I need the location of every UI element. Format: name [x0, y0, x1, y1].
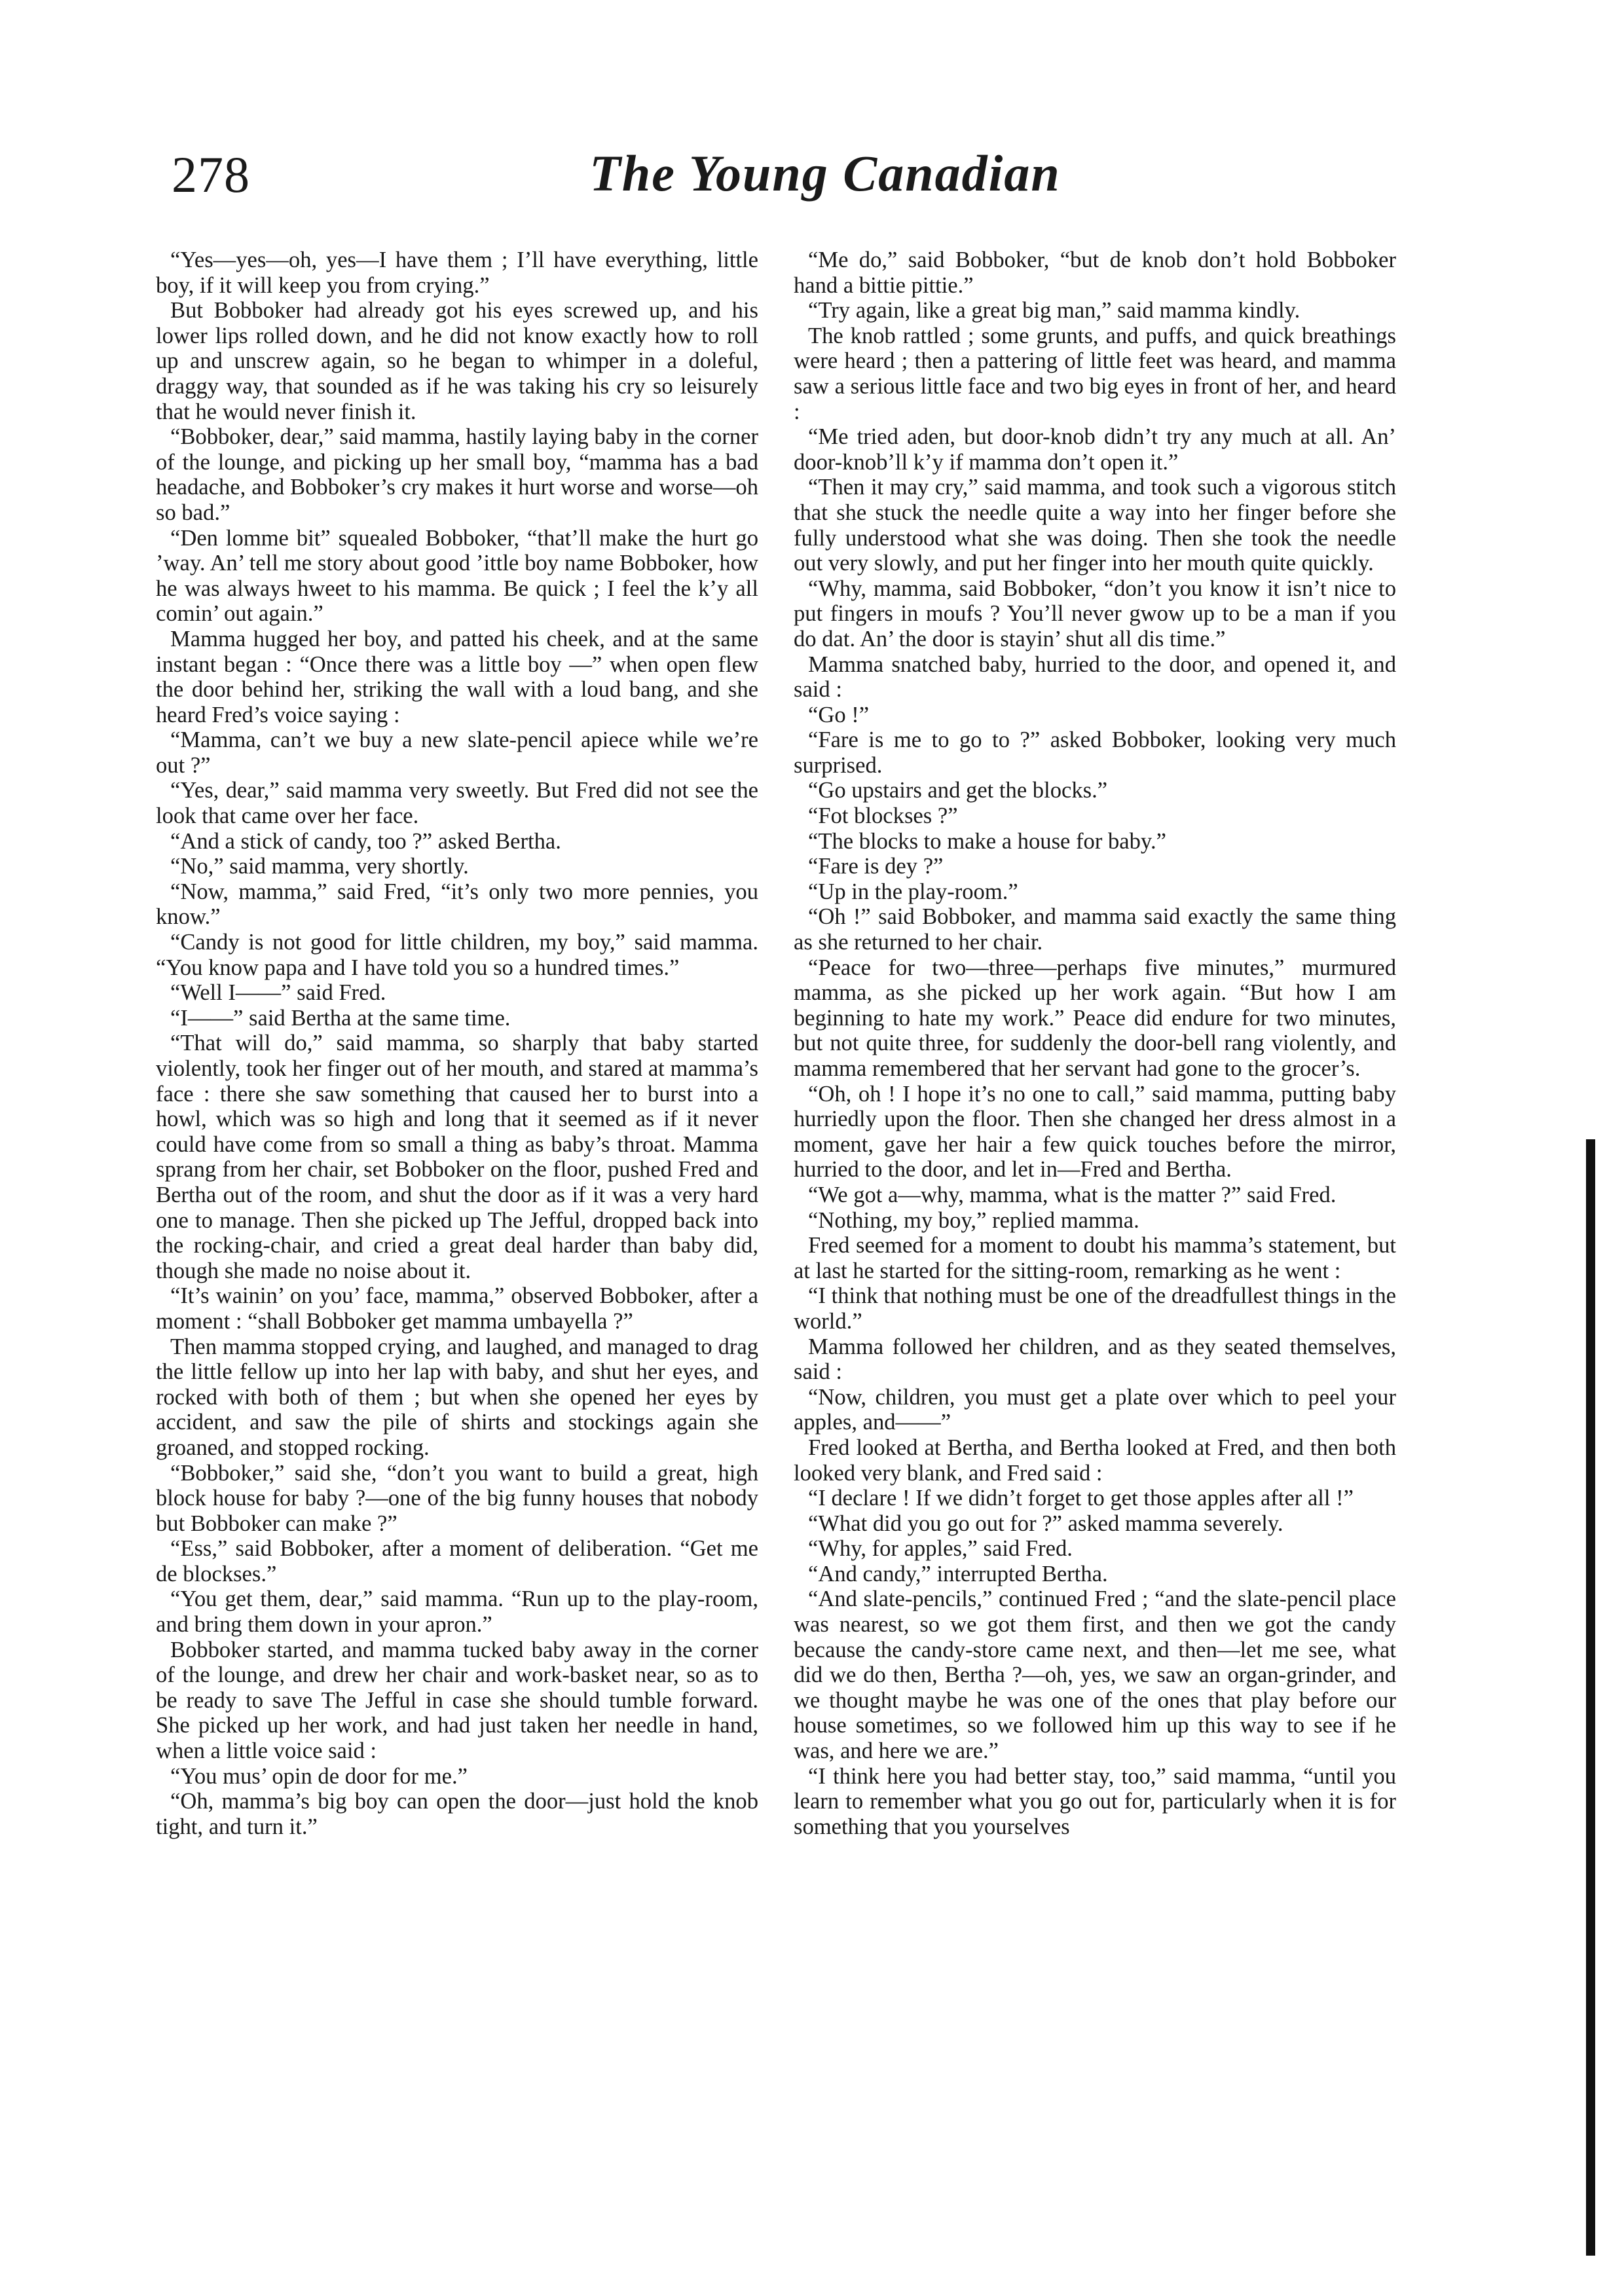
paragraph: “Ess,” said Bobboker, after a moment of deliberation. “Get me de blockses.” — [156, 1536, 758, 1586]
paragraph: “I——” said Bertha at the same time. — [170, 1005, 511, 1031]
paragraph: The knob rattled ; some grunts, and puffs, and quick breathings were heard ; then a pattering of little feet was heard, and mamma saw a serious little face and two big eyes in front of her, and heard : — [794, 323, 1396, 424]
paragraph: “It’s wainin’ on you’ face, mamma,” observed Bobboker, after a moment : “shall Bobboker get mamma umbayella ?” — [156, 1283, 758, 1334]
paragraph: “Try again, like a great big man,” said mamma kindly. — [808, 298, 1301, 323]
left-column — [156, 247, 758, 2258]
paragraph: “Now, mamma,” said Fred, “it’s only two more pennies, you know.” — [156, 879, 758, 930]
paragraph: “Me tried aden, but door-knob didn’t try any much at all. An’ door-knob’ll k’y if mamma don’t open it.” — [794, 424, 1396, 475]
paragraph: “Why, for apples,” said Fred. — [808, 1536, 1073, 1562]
paragraph: “That will do,” said mamma, so sharply that baby started violently, took her finger out of her mouth, and stared at mamma’s face : there she saw something that caused her to burst into a howl, which was so high and long that it seemed as if it never could have come from so small a thing as baby’s throat. Mamma sprang from her chair, set Bobboker on the floor, pushed Fred and Bertha out of the room, and shut the door as if it was a very hard one to manage. Then she picked up The Jefful, dropped back into the rocking-chair, and cried a great deal harder than baby did, though she made no noise about it. — [156, 1031, 758, 1283]
paragraph: “Go upstairs and get the blocks.” — [808, 778, 1108, 803]
paragraph: Bobboker started, and mamma tucked baby away in the corner of the lounge, and drew her chair and work-basket near, so as to be ready to save The Jefful in case she should tumble forward. She picked up her work, and had just taken her needle in hand, when a little voice said : — [156, 1637, 758, 1764]
paragraph: “Go !” — [808, 702, 870, 727]
paragraph: “And slate-pencils,” continued Fred ; “and the slate-pencil place was nearest, so we got them first, and then we got the candy because the candy-store came next, and then—let me see, what did we do then, Bertha ?—oh, yes, we saw an organ-grinder, and we thought maybe he was one of the ones that play before our house sometimes, so we followed him up this way to see if he was, and here we are.” — [794, 1586, 1396, 1764]
page-number: 278 — [172, 146, 250, 203]
paragraph: “Fot blockses ?” — [808, 803, 958, 829]
right-column — [794, 247, 1396, 2258]
paragraph: “Fare is dey ?” — [808, 854, 944, 879]
paragraph: “And candy,” interrupted Bertha. — [808, 1561, 1108, 1586]
paragraph: “Bobboker, dear,” said mamma, hastily laying baby in the corner of the lounge, and picking up her small boy, “mamma has a bad headache, and Bobboker’s cry makes it hurt worse and worse—oh so bad.” — [156, 424, 758, 525]
paragraph: “Yes—yes—oh, yes—I have them ; I’ll have everything, little boy, if it will keep you from crying.” — [156, 247, 758, 298]
paragraph: “I think here you had better stay, too,” said mamma, “until you learn to remember what you go out for, particularly when it is for something that you yourselves — [794, 1763, 1396, 1839]
scan-edge-bar — [1586, 1139, 1595, 2256]
paragraph: “Candy is not good for little children, my boy,” said mamma. “You know papa and I have told you so a hundred times.” — [156, 930, 758, 980]
paragraph: “I declare ! If we didn’t forget to get those apples after all !” — [808, 1486, 1354, 1511]
paragraph: “I think that nothing must be one of the dreadfullest things in the world.” — [794, 1283, 1396, 1334]
paragraph: “You get them, dear,” said mamma. “Run up to the play-room, and bring them down in your apron.” — [156, 1586, 758, 1638]
paragraph: “Peace for two—three—perhaps five minutes,” murmured mamma, as she picked up her work again. “But how I am beginning to hate my work.” Peace did endure for two minutes, but not quite three, for suddenly the door-bell rang violently, and mamma remembered that her servant had gone to the grocer’s. — [794, 955, 1396, 1081]
paragraph: “Why, mamma, said Bobboker, “don’t you know it isn’t nice to put fingers in moufs ? You’ll never gwow up to be a man if you do dat. An’ the door is stayin’ shut all dis time.” — [794, 576, 1396, 651]
paragraph: “What did you go out for ?” asked mamma severely. — [808, 1511, 1283, 1536]
paragraph: “Now, children, you must get a plate over which to peel your apples, and——” — [794, 1384, 1396, 1435]
paragraph: “Fare is me to go to ?” asked Bobboker, looking very much surprised. — [794, 727, 1396, 778]
paragraph: “Oh !” said Bobboker, and mamma said exactly the same thing as she returned to her chair. — [794, 904, 1396, 955]
paragraph: Mamma hugged her boy, and patted his cheek, and at the same instant began : “Once there was a little boy —” when open flew the door behind her, striking the wall with a loud bang, and she heard Fred’s voice saying : — [156, 626, 758, 727]
paragraph: Mamma snatched baby, hurried to the door, and opened it, and said : — [794, 651, 1396, 703]
paragraph: “Then it may cry,” said mamma, and took such a vigorous stitch that she stuck the needle quite a way into her finger before she fully understood what she was doing. Then she took the needle out very slowly, and put her finger into her mouth quite quickly. — [794, 475, 1396, 576]
paragraph: “No,” said mamma, very shortly. — [170, 854, 469, 879]
paragraph: “Den lomme bit” squealed Bobboker, “that’ll make the hurt go ’way. An’ tell me story about good ’ittle boy name Bobboker, how he was always hweet to his mamma. Be quick ; I feel the k’y all comin’ out again.” — [156, 525, 758, 627]
paragraph: “Oh, mamma’s big boy can open the door—just hold the knob tight, and turn it.” — [156, 1789, 758, 1839]
paragraph: Fred looked at Bertha, and Bertha looked at Fred, and then both looked very blank, and Fred said : — [794, 1435, 1396, 1486]
paragraph: “The blocks to make a house for baby.” — [808, 828, 1166, 854]
paragraph: But Bobboker had already got his eyes screwed up, and his lower lips rolled down, and he did not know exactly how to roll up and unscrew again, so he began to whimper in a doleful, draggy way, that sounded as if he was taking his cry so leisurely that he would never finish it. — [156, 298, 758, 424]
paragraph: “Well I——” said Fred. — [170, 980, 386, 1006]
paragraph: “And a stick of candy, too ?” asked Bertha. — [170, 828, 561, 854]
paragraph: “Mamma, can’t we buy a new slate-pencil apiece while we’re out ?” — [156, 727, 758, 778]
paragraph: “Nothing, my boy,” replied mamma. — [808, 1207, 1139, 1233]
paragraph: “Oh, oh ! I hope it’s no one to call,” said mamma, putting baby hurriedly upon the floor. Then she changed her dress almost in a moment, gave her hair a few quick touches before the mirror, hurried to the door, and let in—Fred and Bertha. — [794, 1081, 1396, 1182]
paragraph: “Up in the play-room.” — [808, 879, 1018, 904]
paragraph: “You mus’ opin de door for me.” — [170, 1763, 468, 1789]
paragraph: “Me do,” said Bobboker, “but de knob don’t hold Bobboker hand a bittie pittie.” — [794, 247, 1396, 298]
publication-title: The Young Canadian — [589, 145, 1061, 202]
paragraph: “Yes, dear,” said mamma very sweetly. But Fred did not see the look that came over her face. — [156, 778, 758, 829]
paragraph: Fred seemed for a moment to doubt his mamma’s statement, but at last he started for the sitting-room, remarking as he went : — [794, 1233, 1396, 1283]
paragraph: “Bobboker,” said she, “don’t you want to build a great, high block house for baby ?—one of the big funny houses that nobody but Bobboker can make ?” — [156, 1460, 758, 1536]
paragraph: Mamma followed her children, and as they seated themselves, said : — [794, 1334, 1396, 1385]
paragraph: Then mamma stopped crying, and laughed, and managed to drag the little fellow up into her lap with baby, and shut her eyes, and rocked with both of them ; but when she opened her eyes by accident, and saw the pile of shirts and stockings again she groaned, and stopped rocking. — [156, 1334, 758, 1460]
paragraph: “We got a—why, mamma, what is the matter ?” said Fred. — [808, 1182, 1337, 1207]
